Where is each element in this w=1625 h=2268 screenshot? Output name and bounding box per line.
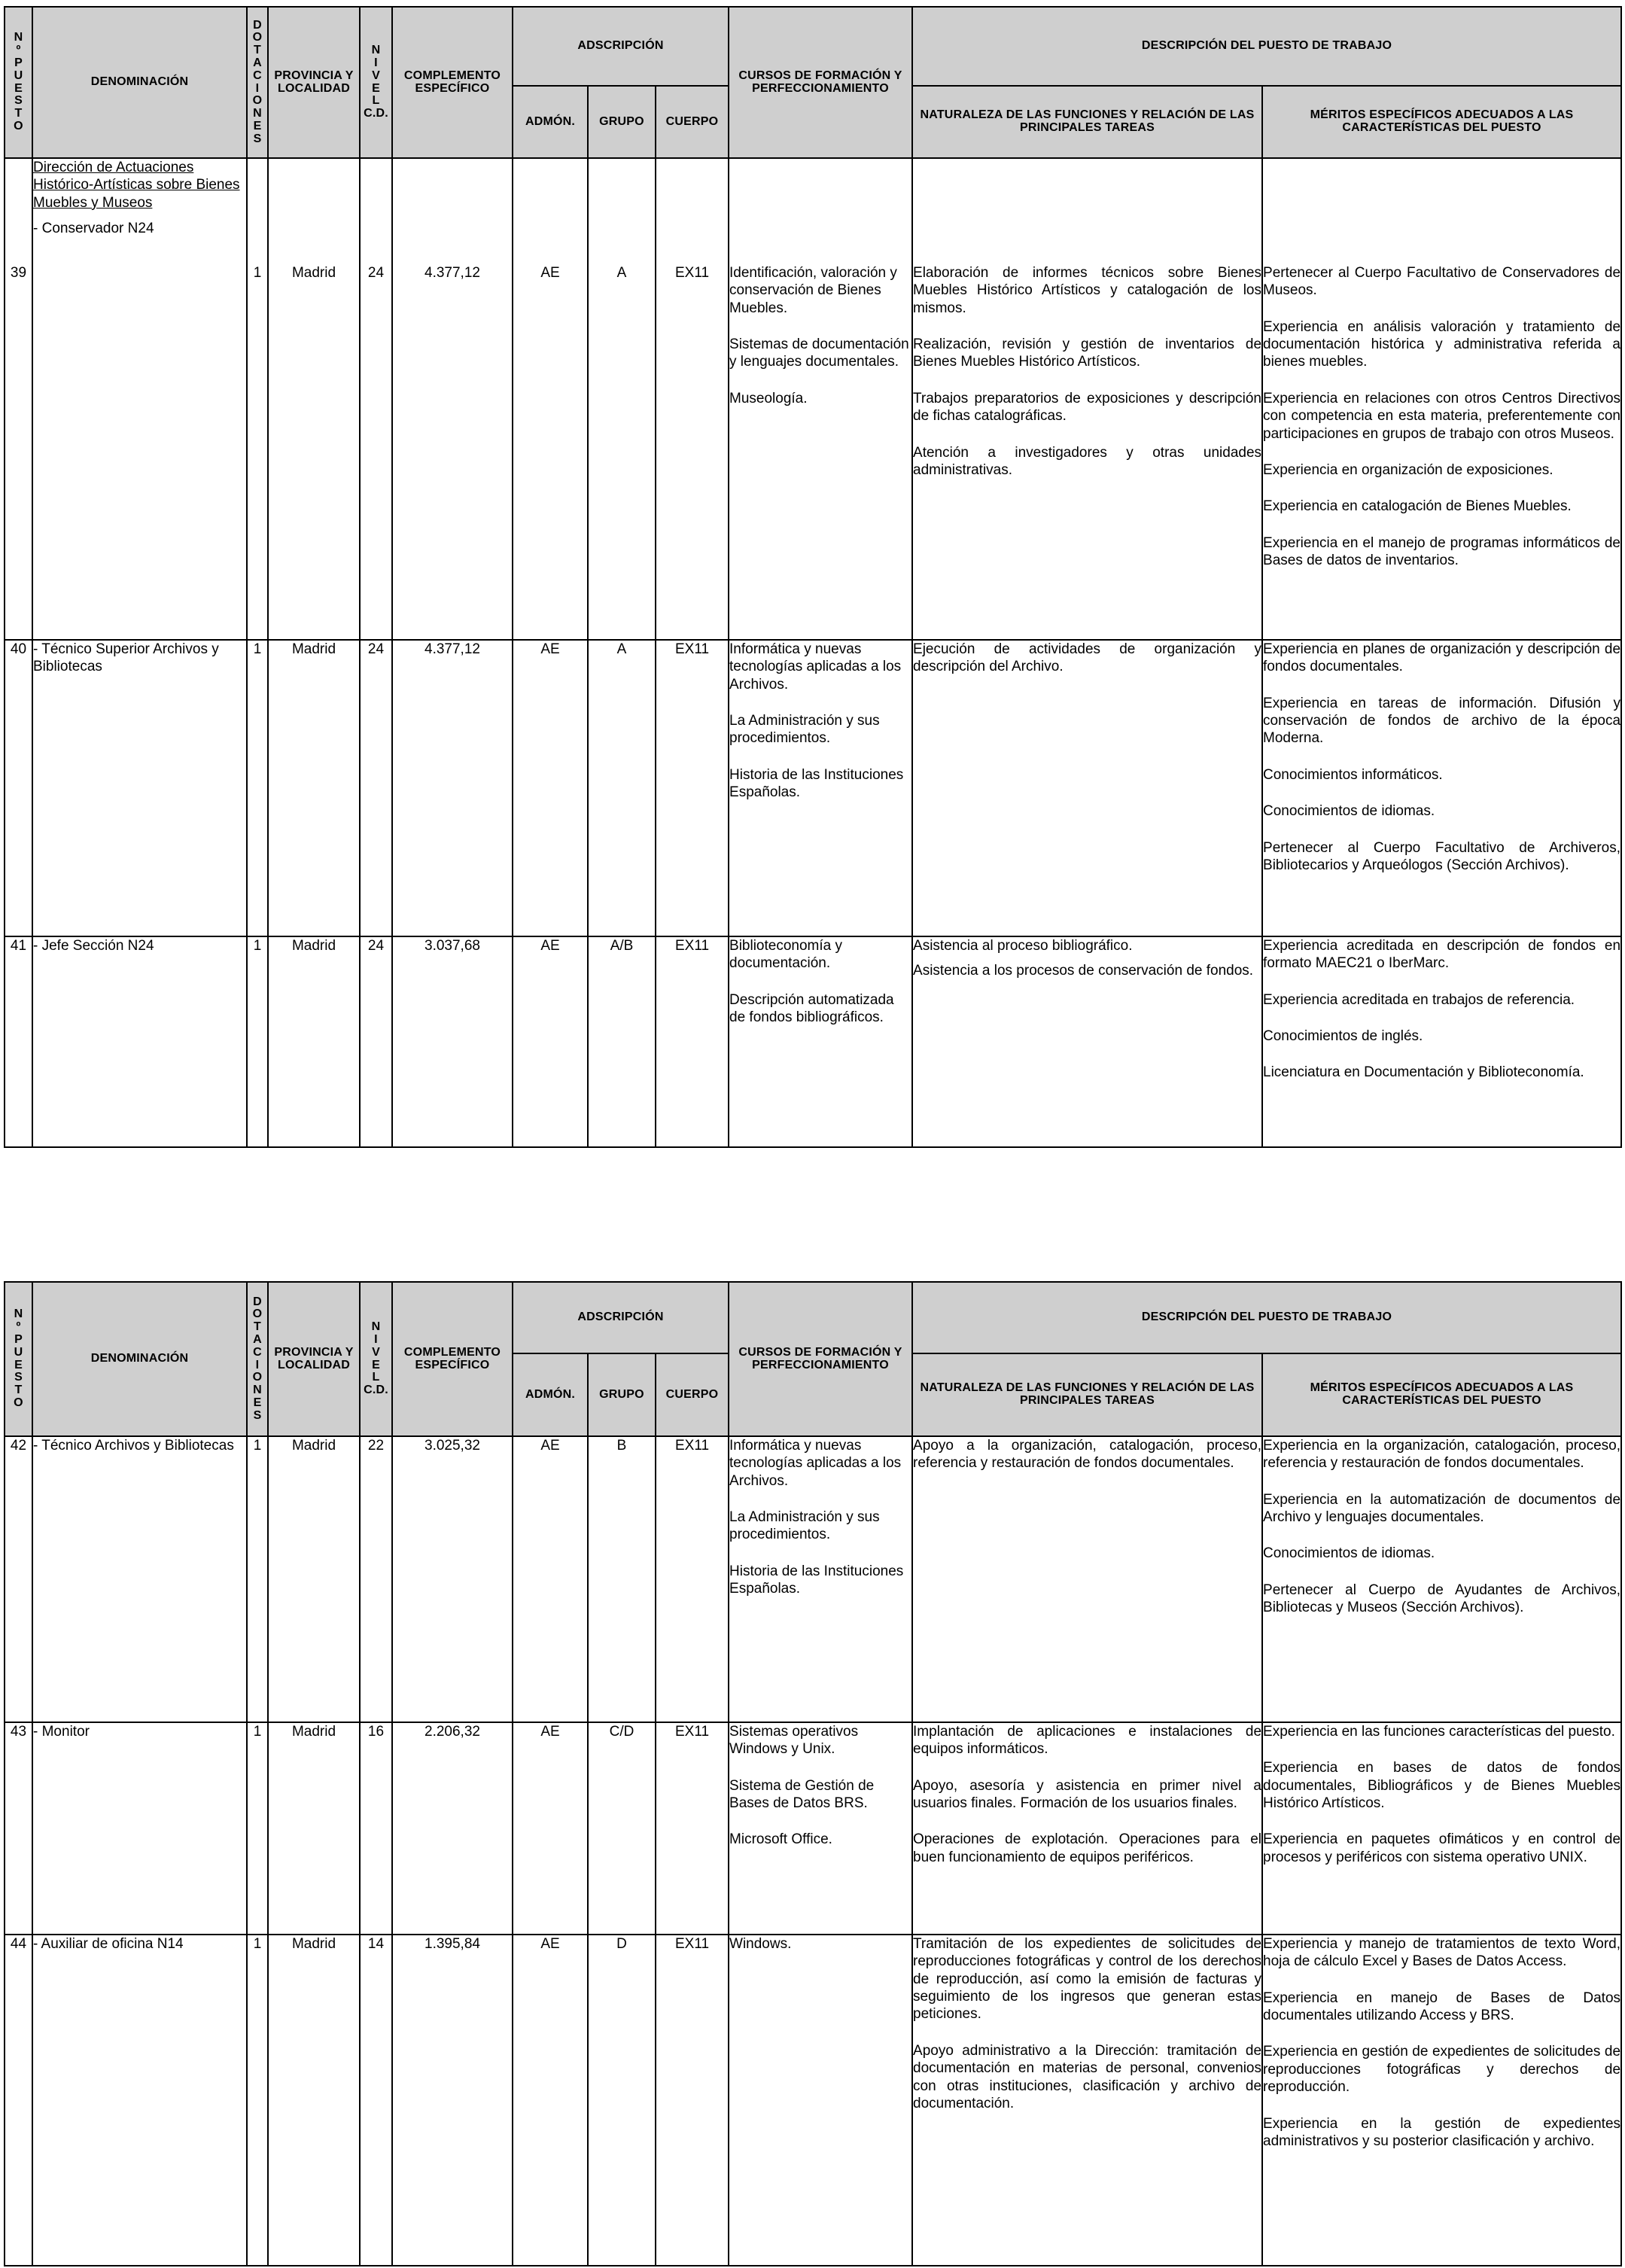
row-dotaciones: 1 [247, 1436, 268, 1722]
row-grupo: A [588, 158, 656, 640]
row-nivel: 24 [360, 936, 392, 1147]
row-naturaleza [912, 1935, 1262, 2266]
header-naturaleza: NATURALEZA DE LAS FUNCIONES Y RELACIÓN DE LAS PRINCIPALES TAREAS [912, 1353, 1262, 1436]
row-dotaciones: 1 [247, 1935, 268, 2266]
curso-item: Sistemas de documentación y lenguajes documentales. [729, 336, 909, 370]
row-nivel: 16 [360, 1722, 392, 1935]
row-admon: AE [513, 1436, 588, 1722]
row-num: 39 [5, 158, 32, 640]
table-row [5, 640, 1621, 936]
curso-item: Museología. [729, 390, 808, 406]
row-nivel: 22 [360, 1436, 392, 1722]
naturaleza-item: Realización, revisión y gestión de inventarios de Bienes Muebles Histórico Artísticos. [913, 336, 1262, 370]
merito-item: Conocimientos de inglés. [1263, 1028, 1423, 1045]
row-num: 44 [5, 1935, 32, 2266]
header-denominacion: DENOMINACIÓN [32, 1282, 247, 1436]
header-num: N º P U E S T O [5, 1282, 32, 1436]
row-nivel: 24 [360, 158, 392, 640]
header-descripcion: DESCRIPCIÓN DEL PUESTO DE TRABAJO [912, 7, 1621, 86]
row-complemento: 2.206,32 [392, 1722, 513, 1935]
header-cursos: CURSOS DE FORMACIÓN Y PERFECCIONAMIENTO [729, 1282, 912, 1436]
positions-table-1 [4, 6, 1622, 1148]
row-denominacion-text: - Conservador N24 [33, 221, 154, 237]
header-dotaciones: D O T A C I O N E S [247, 7, 268, 158]
curso-item: Informática y nuevas tecnologías aplicadas a los Archivos. [729, 641, 902, 693]
table-row [5, 1935, 1621, 2266]
merito-item: Experiencia acreditada en trabajos de referencia. [1263, 991, 1575, 1008]
naturaleza-item: Tramitación de los expedientes de solicitudes de reproducciones fotográficas y control de los derechos de reproducción, así como la emisión de facturas y seguimiento de los ingresos que generan estas peticiones. [913, 1936, 1262, 2023]
curso-item: La Administración y sus procedimientos. [729, 1509, 880, 1543]
merito-item: Experiencia en análisis valoración y tratamiento de documentación histórica y administrativa referida a bienes muebles. [1263, 318, 1621, 370]
row-complemento: 1.395,84 [392, 1935, 513, 2266]
naturaleza-item: Ejecución de actividades de organización y descripción del Archivo. [913, 641, 1262, 675]
row-cursos [729, 1436, 912, 1722]
merito-item: Experiencia en el manejo de programas informáticos de Bases de datos de inventarios. [1263, 534, 1621, 568]
curso-item: La Administración y sus procedimientos. [729, 713, 880, 747]
header-dotaciones: D O T A C I O N E S [247, 1282, 268, 1436]
header-provincia: PROVINCIA Y LOCALIDAD [268, 7, 360, 158]
header-naturaleza: NATURALEZA DE LAS FUNCIONES Y RELACIÓN DE LAS PRINCIPALES TAREAS [912, 86, 1262, 158]
row-cursos [729, 936, 912, 1147]
row-complemento: 3.037,68 [392, 936, 513, 1147]
row-meritos [1262, 1722, 1621, 1935]
header-meritos: MÉRITOS ESPECÍFICOS ADECUADOS A LAS CARACTERÍSTICAS DEL PUESTO [1262, 86, 1621, 158]
row-cuerpo: EX11 [656, 1436, 729, 1722]
merito-item: Experiencia en las funciones características del puesto. [1263, 1724, 1615, 1740]
merito-item: Experiencia en organización de exposiciones. [1263, 461, 1553, 478]
row-cursos [729, 158, 912, 640]
header-provincia: PROVINCIA Y LOCALIDAD [268, 1282, 360, 1436]
table-row [5, 1436, 1621, 1722]
row-num: 40 [5, 640, 32, 936]
header-nivel: N I V E L C.D. [360, 1282, 392, 1436]
row-cuerpo: EX11 [656, 158, 729, 640]
naturaleza-item: Asistencia a los procesos de conservación de fondos. [913, 963, 1254, 979]
curso-item: Identificación, valoración y conservación de Bienes Muebles. [729, 265, 897, 316]
curso-item: Sistemas operativos Windows y Unix. [729, 1724, 859, 1758]
row-num: 43 [5, 1722, 32, 1935]
merito-item: Conocimientos de idiomas. [1263, 1545, 1435, 1562]
row-localidad: Madrid [268, 158, 360, 640]
curso-item: Historia de las Instituciones Españolas. [729, 1563, 904, 1597]
header-cursos: CURSOS DE FORMACIÓN Y PERFECCIONAMIENTO [729, 7, 912, 158]
header-denominacion: DENOMINACIÓN [32, 7, 247, 158]
row-cuerpo: EX11 [656, 936, 729, 1147]
row-num: 42 [5, 1436, 32, 1722]
header-num: N º P U E S T O [5, 7, 32, 158]
row-denominacion: - Monitor [32, 1722, 247, 1935]
merito-item: Experiencia en la automatización de documentos de Archivo y lenguajes documentales. [1263, 1491, 1621, 1526]
header-grupo: GRUPO [588, 1353, 656, 1436]
row-grupo: A/B [588, 936, 656, 1147]
naturaleza-item: Implantación de aplicaciones e instalaciones de equipos informáticos. [913, 1724, 1262, 1758]
curso-item: Sistema de Gestión de Bases de Datos BRS. [729, 1777, 875, 1812]
table-row [5, 1722, 1621, 1935]
row-naturaleza [912, 1722, 1262, 1935]
row-admon: AE [513, 640, 588, 936]
row-denominacion: - Técnico Archivos y Bibliotecas [32, 1436, 247, 1722]
row-cuerpo: EX11 [656, 1722, 729, 1935]
merito-item: Experiencia en paquetes ofimáticos y en control de procesos y periféricos con sistema operativo UNIX. [1263, 1831, 1621, 1865]
curso-item: Biblioteconomía y documentación. [729, 938, 842, 972]
row-admon: AE [513, 1935, 588, 2266]
row-naturaleza [912, 1436, 1262, 1722]
merito-item: Experiencia en la gestión de expedientes administrativos y su posterior clasificación y archivo. [1263, 2115, 1621, 2149]
row-denominacion: - Auxiliar de oficina N14 [32, 1935, 247, 2266]
merito-item: Experiencia en relaciones con otros Centros Directivos con competencia en esta materia, preferentemente con participaciones en grupos de trabajo con otros Museos. [1263, 390, 1621, 442]
row-localidad: Madrid [268, 1436, 360, 1722]
header-complemento: COMPLEMENTO ESPECÍFICO [392, 7, 513, 158]
merito-item: Conocimientos informáticos. [1263, 766, 1443, 783]
row-localidad: Madrid [268, 936, 360, 1147]
row-complemento: 4.377,12 [392, 158, 513, 640]
header-adscripcion: ADSCRIPCIÓN [513, 1282, 729, 1353]
row-localidad: Madrid [268, 640, 360, 936]
row-naturaleza [912, 158, 1262, 640]
row-dotaciones: 1 [247, 1722, 268, 1935]
row-cursos [729, 1935, 912, 2266]
row-dotaciones: 1 [247, 640, 268, 936]
row-denominacion [32, 158, 247, 640]
curso-item: Historia de las Instituciones Españolas. [729, 766, 904, 801]
merito-item: Pertenecer al Cuerpo de Ayudantes de Archivos, Bibliotecas y Museos (Sección Archivos). [1263, 1582, 1621, 1616]
row-localidad: Madrid [268, 1722, 360, 1935]
row-dotaciones: 1 [247, 158, 268, 640]
row-admon: AE [513, 1722, 588, 1935]
header-admon: ADMÓN. [513, 1353, 588, 1436]
merito-item: Experiencia en manejo de Bases de Datos documentales utilizando Access y BRS. [1263, 1989, 1621, 2024]
row-meritos [1262, 1436, 1621, 1722]
merito-item: Conocimientos de idiomas. [1263, 803, 1435, 820]
merito-item: Experiencia en catalogación de Bienes Muebles. [1263, 498, 1572, 515]
table-header [5, 1282, 1621, 1436]
table-row [5, 936, 1621, 1147]
naturaleza-item: Apoyo, asesoría y asistencia en primer nivel a usuarios finales. Formación de los usuarios finales. [913, 1777, 1262, 1812]
row-denominacion: - Jefe Sección N24 [32, 936, 247, 1147]
header-meritos: MÉRITOS ESPECÍFICOS ADECUADOS A LAS CARACTERÍSTICAS DEL PUESTO [1262, 1353, 1621, 1436]
naturaleza-item: Apoyo administrativo a la Dirección: tramitación de documentación en materias de personal, convenios con otras instituciones, clasificación y archivo de documentación. [913, 2042, 1262, 2111]
merito-item: Licenciatura en Documentación y Biblioteconomía. [1263, 1064, 1584, 1081]
row-complemento: 3.025,32 [392, 1436, 513, 1722]
header-nivel: N I V E L C.D. [360, 7, 392, 158]
header-descripcion: DESCRIPCIÓN DEL PUESTO DE TRABAJO [912, 1282, 1621, 1353]
naturaleza-item: Trabajos preparatorios de exposiciones y descripción de fichas catalográficas. [913, 390, 1262, 425]
curso-item: Informática y nuevas tecnologías aplicadas a los Archivos. [729, 1438, 902, 1489]
merito-item: Pertenecer al Cuerpo Facultativo de Conservadores de Museos. [1263, 265, 1621, 299]
row-meritos [1262, 936, 1621, 1147]
section-title: Dirección de Actuaciones Histórico-Artísticas sobre Bienes Muebles y Museos [33, 160, 240, 211]
row-localidad: Madrid [268, 1935, 360, 2266]
merito-item: Experiencia en planes de organización y descripción de fondos documentales. [1263, 641, 1621, 675]
row-grupo: A [588, 640, 656, 936]
row-grupo: C/D [588, 1722, 656, 1935]
row-cursos [729, 640, 912, 936]
row-admon: AE [513, 158, 588, 640]
merito-item: Pertenecer al Cuerpo Facultativo de Archiveros, Bibliotecarios y Arqueólogos (Sección Archivos). [1263, 839, 1621, 873]
merito-item: Experiencia en gestión de expedientes de solicitudes de reproducciones fotográficas y derechos de reproducción. [1263, 2044, 1621, 2096]
naturaleza-item: Asistencia al proceso bibliográfico. [913, 938, 1133, 954]
row-meritos [1262, 640, 1621, 936]
row-nivel: 24 [360, 640, 392, 936]
row-denominacion: - Técnico Superior Archivos y Bibliotecas [32, 640, 247, 936]
row-cuerpo: EX11 [656, 640, 729, 936]
merito-item: Experiencia en tareas de información. Difusión y conservación de fondos de archivo de la época Moderna. [1263, 695, 1621, 747]
row-meritos [1262, 158, 1621, 640]
curso-item: Microsoft Office. [729, 1831, 832, 1848]
row-meritos [1262, 1935, 1621, 2266]
naturaleza-item: Apoyo a la organización, catalogación, proceso, referencia y restauración de fondos documentales. [913, 1438, 1262, 1472]
naturaleza-item: Elaboración de informes técnicos sobre Bienes Muebles Histórico Artísticos y catalogación de los mismos. [913, 265, 1262, 316]
row-cuerpo: EX11 [656, 1935, 729, 2266]
header-cuerpo: CUERPO [656, 86, 729, 158]
row-grupo: B [588, 1436, 656, 1722]
merito-item: Experiencia y manejo de tratamientos de texto Word, hoja de cálculo Excel y Bases de Datos Access. [1263, 1936, 1621, 1970]
merito-item: Experiencia en la organización, catalogación, proceso, referencia y restauración de fondos documentales. [1263, 1438, 1621, 1472]
row-cursos [729, 1722, 912, 1935]
naturaleza-item: Operaciones de explotación. Operaciones para el buen funcionamiento de equipos periféricos. [913, 1831, 1262, 1865]
row-num: 41 [5, 936, 32, 1147]
curso-item: Windows. [729, 1936, 792, 1952]
row-admon: AE [513, 936, 588, 1147]
row-naturaleza [912, 936, 1262, 1147]
row-nivel: 14 [360, 1935, 392, 2266]
table-header [5, 7, 1621, 158]
header-cuerpo: CUERPO [656, 1353, 729, 1436]
row-complemento: 4.377,12 [392, 640, 513, 936]
row-dotaciones: 1 [247, 936, 268, 1147]
naturaleza-item: Atención a investigadores y otras unidades administrativas. [913, 444, 1262, 478]
row-naturaleza [912, 640, 1262, 936]
header-admon: ADMÓN. [513, 86, 588, 158]
table-row [5, 158, 1621, 640]
header-adscripcion: ADSCRIPCIÓN [513, 7, 729, 86]
header-complemento: COMPLEMENTO ESPECÍFICO [392, 1282, 513, 1436]
merito-item: Experiencia en bases de datos de fondos documentales, Bibliográficos y de Bienes Muebles Histórico Artísticos. [1263, 1760, 1621, 1812]
curso-item: Descripción automatizada de fondos bibliográficos. [729, 991, 894, 1026]
row-grupo: D [588, 1935, 656, 2266]
merito-item: Experiencia acreditada en descripción de fondos en formato MAEC21 o IberMarc. [1263, 938, 1621, 972]
positions-table-2 [4, 1281, 1622, 2266]
header-grupo: GRUPO [588, 86, 656, 158]
